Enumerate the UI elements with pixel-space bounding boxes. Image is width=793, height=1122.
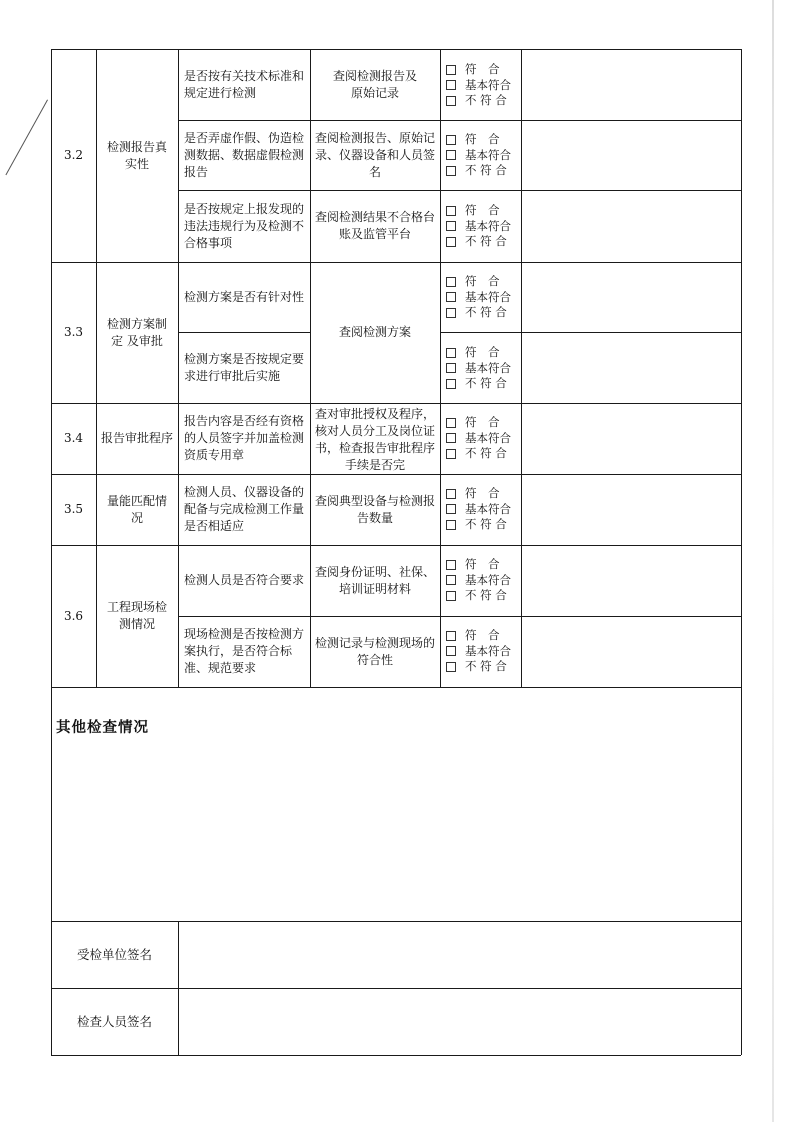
option-basic[interactable]: 基本符合 — [446, 502, 511, 518]
checkbox-icon[interactable] — [446, 363, 456, 373]
check-method: 查阅检测报告、原始记录、仪器设备和人员签名 — [314, 130, 435, 179]
check-method: 查阅检测方案 — [338, 325, 411, 339]
option-noncomply[interactable]: 不 符 合 — [446, 305, 511, 321]
scan-edge — [772, 0, 774, 1122]
check-method: 查阅典型设备与检测报告数量 — [314, 493, 435, 525]
checkbox-icon[interactable] — [446, 292, 456, 302]
check-content: 检测方案是否按规定要求进行审批后实施 — [184, 351, 305, 383]
option-comply[interactable]: 符 合 — [446, 62, 511, 78]
checkbox-icon[interactable] — [446, 418, 456, 428]
compliance-options — [446, 203, 511, 250]
other-inspection-area[interactable] — [56, 745, 736, 915]
checkbox-icon[interactable] — [446, 489, 456, 499]
row-number: 3.4 — [63, 431, 84, 445]
checkbox-icon[interactable] — [446, 166, 456, 176]
row-number: 3.3 — [63, 325, 84, 339]
checkbox-icon[interactable] — [446, 520, 456, 530]
checkbox-icon[interactable] — [446, 504, 456, 514]
checkbox-icon[interactable] — [446, 65, 456, 75]
check-method: 检测记录与检测现场的符合性 — [314, 635, 435, 667]
compliance-options — [446, 274, 511, 321]
option-noncomply[interactable]: 不 符 合 — [446, 517, 511, 533]
option-basic[interactable]: 基本符合 — [446, 431, 511, 447]
check-content: 检测方案是否有针对性 — [184, 289, 305, 304]
compliance-options — [446, 557, 511, 604]
option-noncomply[interactable]: 不 符 合 — [446, 446, 511, 462]
inspected-unit-signature-field[interactable] — [178, 921, 741, 988]
check-method: 查阅检测结果不合格台账及监管平台 — [314, 210, 435, 241]
checkbox-icon[interactable] — [446, 96, 456, 106]
compliance-options — [446, 132, 511, 179]
checkbox-icon[interactable] — [446, 560, 456, 570]
checkbox-icon[interactable] — [446, 433, 456, 443]
compliance-options — [446, 62, 511, 109]
checkbox-icon[interactable] — [446, 646, 456, 656]
option-noncomply[interactable]: 不 符 合 — [446, 234, 511, 250]
compliance-options — [446, 628, 511, 675]
checkbox-icon[interactable] — [446, 206, 456, 216]
check-method: 查阅身份证明、社保、培训证明材料 — [314, 564, 435, 596]
option-basic[interactable]: 基本符合 — [446, 644, 511, 660]
checkbox-icon[interactable] — [446, 591, 456, 601]
option-comply[interactable]: 符 合 — [446, 203, 511, 219]
option-comply[interactable]: 符 合 — [446, 486, 511, 502]
option-basic[interactable]: 基本符合 — [446, 290, 511, 306]
compliance-options — [446, 345, 511, 392]
inspector-signature-label: 检查人员签名 — [76, 1014, 152, 1029]
option-basic[interactable]: 基本符合 — [446, 361, 511, 377]
checkbox-icon[interactable] — [446, 221, 456, 231]
checkbox-icon[interactable] — [446, 575, 456, 585]
check-item: 检测方案制定 及审批 — [106, 316, 167, 348]
check-content: 是否按规定上报发现的违法违规行为及检测不合格事项 — [184, 201, 305, 250]
compliance-options — [446, 486, 511, 533]
checkbox-icon[interactable] — [446, 80, 456, 90]
option-comply[interactable]: 符 合 — [446, 415, 511, 431]
check-content: 是否弄虚作假、伪造检测数据、数据虚假检测报告 — [184, 130, 305, 179]
check-method: 查阅检测报告及原始记录 — [332, 68, 417, 100]
option-comply[interactable]: 符 合 — [446, 628, 511, 644]
option-basic[interactable]: 基本符合 — [446, 219, 511, 235]
option-basic[interactable]: 基本符合 — [446, 573, 511, 589]
option-noncomply[interactable]: 不 符 合 — [446, 93, 511, 109]
check-method: 查对审批授权及程序，核对人员分工及岗位证书，检查报告审批程序手续是否完 — [314, 407, 435, 472]
checkbox-icon[interactable] — [446, 379, 456, 389]
checkbox-icon[interactable] — [446, 150, 456, 160]
option-noncomply[interactable]: 不 符 合 — [446, 659, 511, 675]
option-comply[interactable]: 符 合 — [446, 557, 511, 573]
check-item: 工程现场检测情况 — [106, 600, 167, 631]
checkbox-icon[interactable] — [446, 135, 456, 145]
option-basic[interactable]: 基本符合 — [446, 78, 511, 94]
checkbox-icon[interactable] — [446, 348, 456, 358]
checkbox-icon[interactable] — [446, 277, 456, 287]
option-comply[interactable]: 符 合 — [446, 345, 511, 361]
row-number: 3.2 — [63, 148, 84, 162]
compliance-options — [446, 415, 511, 462]
check-item: 检测报告真实性 — [106, 139, 167, 171]
check-content: 检测人员是否符合要求 — [184, 573, 305, 587]
option-noncomply[interactable]: 不 符 合 — [446, 588, 511, 604]
inspected-unit-signature-label: 受检单位签名 — [76, 947, 152, 962]
other-inspection-title: 其他检查情况 — [56, 720, 149, 736]
checkbox-icon[interactable] — [446, 631, 456, 641]
check-content: 现场检测是否按检测方案执行，是否符合标准、规范要求 — [184, 627, 305, 675]
check-content: 报告内容是否经有资格 的人员签字并加盖检测 资质专用章 — [184, 414, 305, 462]
row-number: 3.6 — [63, 608, 84, 623]
checkbox-icon[interactable] — [446, 449, 456, 459]
check-item: 报告审批程序 — [100, 431, 173, 445]
check-content: 是否按有关技术标准和规定进行检测 — [184, 68, 305, 100]
row-number: 3.5 — [63, 502, 84, 516]
option-comply[interactable]: 符 合 — [446, 132, 511, 148]
inspector-signature-field[interactable] — [178, 988, 741, 1055]
pen-stroke — [5, 100, 48, 176]
option-noncomply[interactable]: 不 符 合 — [446, 163, 511, 179]
check-content: 检测人员、仪器设备的 配备与完成检测工作量 是否相适应 — [184, 485, 305, 533]
checkbox-icon[interactable] — [446, 237, 456, 247]
check-item: 量能匹配情况 — [106, 493, 167, 525]
option-basic[interactable]: 基本符合 — [446, 148, 511, 164]
option-noncomply[interactable]: 不 符 合 — [446, 376, 511, 392]
checkbox-icon[interactable] — [446, 662, 456, 672]
option-comply[interactable]: 符 合 — [446, 274, 511, 290]
checkbox-icon[interactable] — [446, 308, 456, 318]
